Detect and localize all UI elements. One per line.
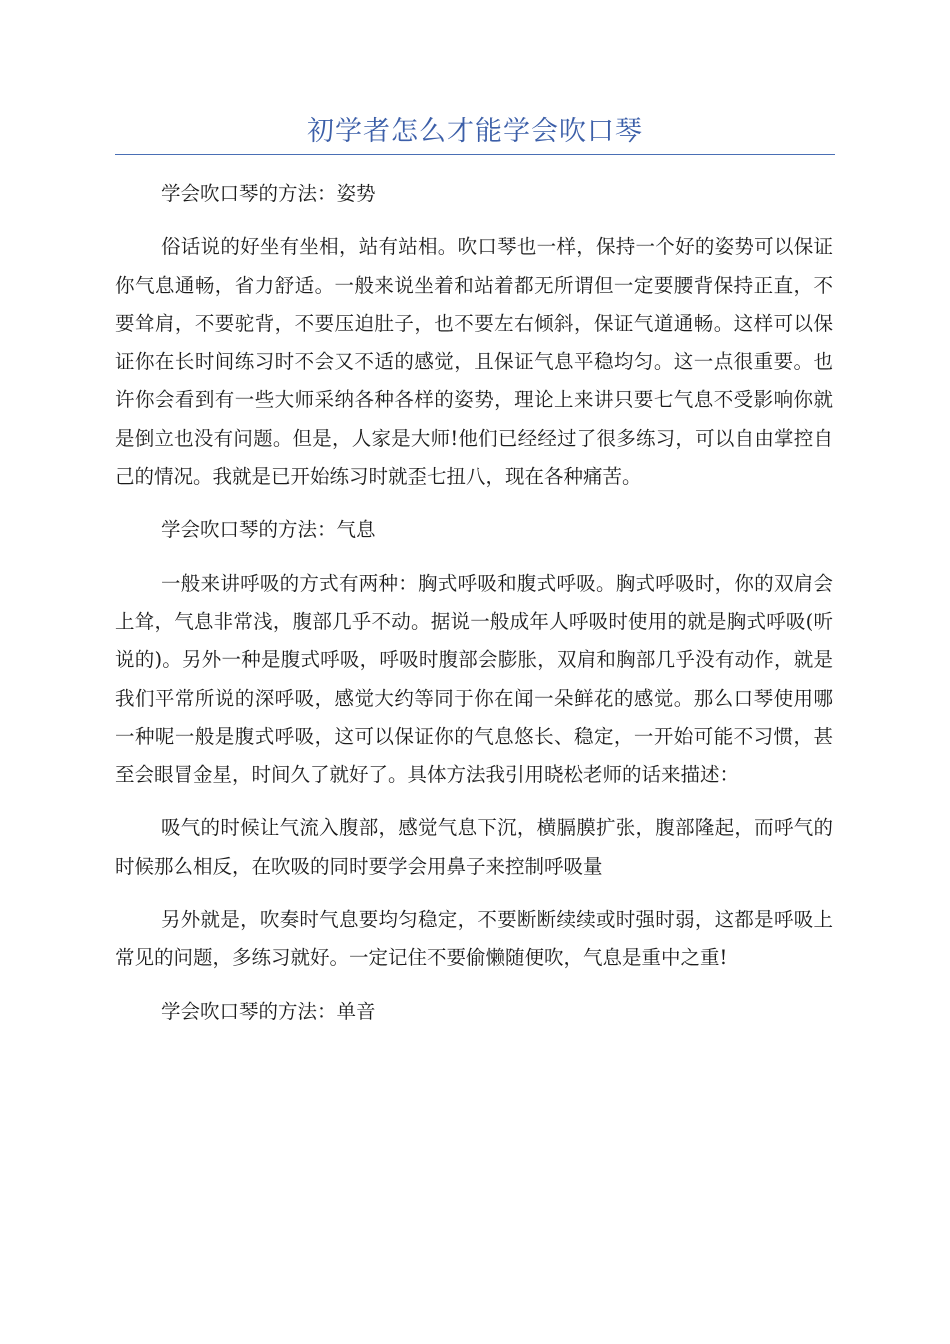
section-heading-breath: 学会吹口琴的方法：气息 <box>161 518 376 542</box>
document-title: 初学者怎么才能学会吹口琴 <box>307 116 643 147</box>
paragraph-breath-1: 一般来讲呼吸的方式有两种：胸式呼吸和腹式呼吸。胸式呼吸时，你的双肩会上耸，气息非常浅，腹部几乎不动。据说一般成年人呼吸时使用的就是胸式呼吸(听说的)。另外一种是腹式呼吸，呼吸时腹部会膨胀，双肩和胸部几乎没有动作，就是我们平常所说的深呼吸，感觉大约等同于你在闻一朵鲜花的感觉。那么口琴使用哪一种呢一般是腹式呼吸，这可以保证你的气息悠长、稳定，一开始可能不习惯，甚至会眼冒金星，时间久了就好了。具体方法我引用晓松老师的话来描述： <box>115 571 833 787</box>
section-heading-single-note: 学会吹口琴的方法：单音 <box>161 999 376 1023</box>
document-body <box>115 175 833 1046</box>
paragraph-posture: 俗话说的好坐有坐相，站有站相。吹口琴也一样，保持一个好的姿势可以保证你气息通畅，省力舒适。一般来说坐着和站着都无所谓但一定要腰背保持正直，不要耸肩，不要驼背，不要压迫肚子，也不要左右倾斜，保证气道通畅。这样可以保证你在长时间练习时不会又不适的感觉，且保证气息平稳均匀。这一点很重要。也许你会看到有一些大师采纳各种各样的姿势，理论上来讲只要七气息不受影响你就是倒立也没有问题。但是，人家是大师!他们已经经过了很多练习，可以自由掌控自己的情况。我就是已开始练习时就歪七扭八，现在各种痛苦。 <box>115 235 833 489</box>
paragraph-breath-3: 另外就是，吹奏时气息要均匀稳定，不要断断续续或时强时弱，这都是呼吸上常见的问题，多练习就好。一定记住不要偷懒随便吹，气息是重中之重! <box>115 908 833 970</box>
paragraph-breath-2: 吸气的时候让气流入腹部，感觉气息下沉，横膈膜扩张，腹部隆起，而呼气的时候那么相反，在吹吸的同时要学会用鼻子来控制呼吸量 <box>115 816 833 878</box>
title-underline <box>115 154 835 155</box>
section-heading-posture: 学会吹口琴的方法：姿势 <box>161 182 376 205</box>
